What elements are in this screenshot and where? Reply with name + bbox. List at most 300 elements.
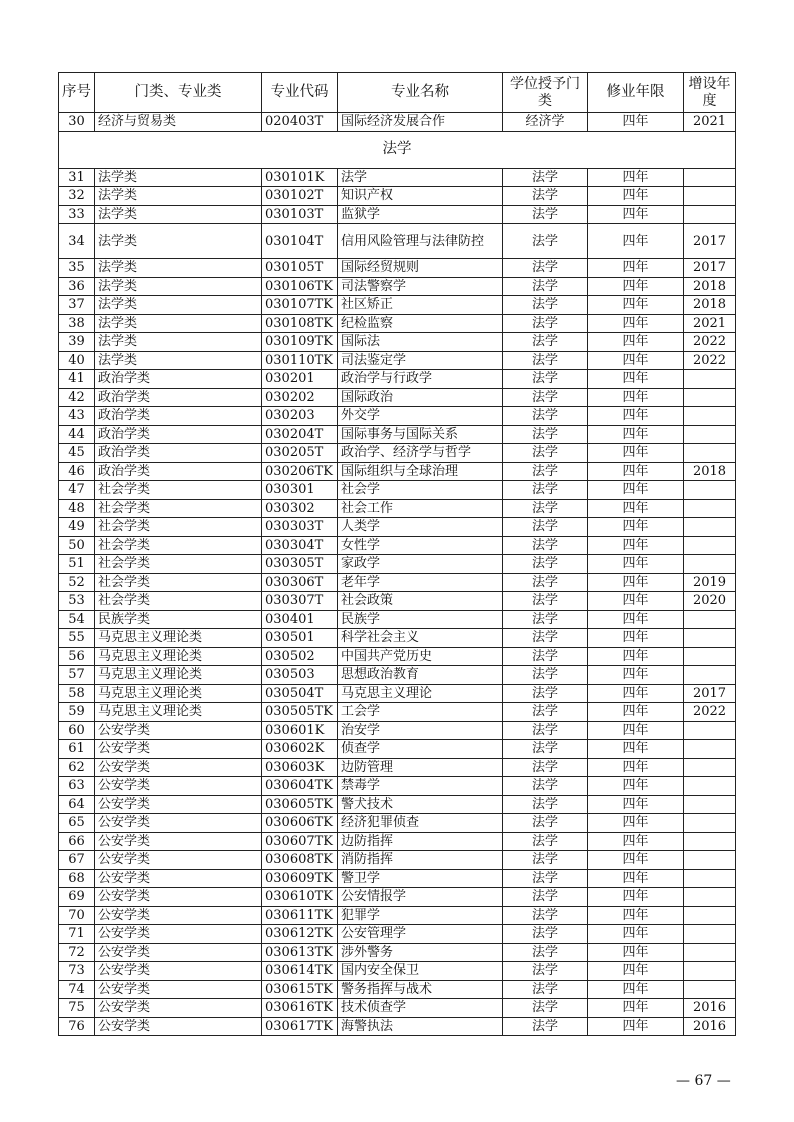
table-row xyxy=(59,205,736,224)
cell-name: 监狱学 xyxy=(338,205,503,224)
cell-degree: 法学 xyxy=(503,407,588,426)
cell-years: 四年 xyxy=(588,499,684,518)
cell-added-year xyxy=(684,906,736,925)
cell-degree: 法学 xyxy=(503,425,588,444)
cell-code: 030302 xyxy=(262,499,338,518)
cell-name: 警务指挥与战术 xyxy=(338,980,503,999)
cell-no: 50 xyxy=(59,536,95,555)
cell-code: 030204T xyxy=(262,425,338,444)
cell-name: 消防指挥 xyxy=(338,851,503,870)
cell-name: 科学社会主义 xyxy=(338,629,503,648)
cell-degree: 法学 xyxy=(503,740,588,759)
cell-name: 治安学 xyxy=(338,721,503,740)
cell-category: 公安学类 xyxy=(95,758,262,777)
cell-no: 40 xyxy=(59,351,95,370)
cell-years: 四年 xyxy=(588,1017,684,1036)
header-no: 序号 xyxy=(59,73,95,113)
cell-code: 030614TK xyxy=(262,962,338,981)
cell-no: 58 xyxy=(59,684,95,703)
cell-category: 公安学类 xyxy=(95,943,262,962)
cell-name: 司法鉴定学 xyxy=(338,351,503,370)
cell-years: 四年 xyxy=(588,795,684,814)
cell-code: 030505TK xyxy=(262,703,338,722)
cell-category: 法学类 xyxy=(95,351,262,370)
cell-code: 030106TK xyxy=(262,277,338,296)
cell-no: 31 xyxy=(59,168,95,187)
cell-category: 公安学类 xyxy=(95,721,262,740)
table-row xyxy=(59,536,736,555)
cell-name: 工会学 xyxy=(338,703,503,722)
page-number: — 67 — xyxy=(676,1073,731,1089)
cell-added-year xyxy=(684,168,736,187)
section-title: 法学 xyxy=(59,131,736,168)
table-row xyxy=(59,684,736,703)
table-row xyxy=(59,629,736,648)
cell-name: 思想政治教育 xyxy=(338,666,503,685)
table-row xyxy=(59,999,736,1018)
cell-name: 侦查学 xyxy=(338,740,503,759)
table-row xyxy=(59,814,736,833)
cell-no: 63 xyxy=(59,777,95,796)
cell-code: 030109TK xyxy=(262,333,338,352)
cell-category: 政治学类 xyxy=(95,388,262,407)
table-row xyxy=(59,703,736,722)
cell-no: 69 xyxy=(59,888,95,907)
cell-category: 经济与贸易类 xyxy=(95,113,262,132)
table-row xyxy=(59,296,736,315)
cell-added-year xyxy=(684,610,736,629)
table-row xyxy=(59,425,736,444)
cell-category: 公安学类 xyxy=(95,962,262,981)
cell-category: 公安学类 xyxy=(95,906,262,925)
cell-category: 马克思主义理论类 xyxy=(95,666,262,685)
table-row xyxy=(59,925,736,944)
cell-code: 030206TK xyxy=(262,462,338,481)
table-row xyxy=(59,314,736,333)
table-row xyxy=(59,224,736,259)
cell-no: 59 xyxy=(59,703,95,722)
cell-code: 030305T xyxy=(262,555,338,574)
cell-code: 030202 xyxy=(262,388,338,407)
cell-years: 四年 xyxy=(588,684,684,703)
cell-years: 四年 xyxy=(588,113,684,132)
cell-added-year: 2021 xyxy=(684,314,736,333)
cell-no: 67 xyxy=(59,851,95,870)
cell-degree: 法学 xyxy=(503,962,588,981)
cell-name: 马克思主义理论 xyxy=(338,684,503,703)
cell-category: 法学类 xyxy=(95,187,262,206)
cell-name: 女性学 xyxy=(338,536,503,555)
cell-no: 47 xyxy=(59,481,95,500)
cell-name: 中国共产党历史 xyxy=(338,647,503,666)
cell-added-year xyxy=(684,962,736,981)
cell-degree: 法学 xyxy=(503,832,588,851)
cell-no: 62 xyxy=(59,758,95,777)
table-row xyxy=(59,592,736,611)
cell-category: 社会学类 xyxy=(95,592,262,611)
table-row xyxy=(59,518,736,537)
cell-added-year: 2018 xyxy=(684,277,736,296)
table-row xyxy=(59,407,736,426)
table-row xyxy=(59,851,736,870)
cell-added-year: 2018 xyxy=(684,296,736,315)
cell-no: 53 xyxy=(59,592,95,611)
cell-name: 国内安全保卫 xyxy=(338,962,503,981)
cell-degree: 法学 xyxy=(503,259,588,278)
cell-name: 国际经贸规则 xyxy=(338,259,503,278)
cell-name: 国际事务与国际关系 xyxy=(338,425,503,444)
table-row xyxy=(59,888,736,907)
cell-name: 国际法 xyxy=(338,333,503,352)
cell-category: 政治学类 xyxy=(95,425,262,444)
cell-no: 64 xyxy=(59,795,95,814)
cell-degree: 法学 xyxy=(503,481,588,500)
cell-no: 33 xyxy=(59,205,95,224)
cell-degree: 法学 xyxy=(503,277,588,296)
cell-code: 030110TK xyxy=(262,351,338,370)
section-row xyxy=(59,131,736,168)
cell-degree: 法学 xyxy=(503,536,588,555)
cell-years: 四年 xyxy=(588,814,684,833)
cell-category: 公安学类 xyxy=(95,777,262,796)
table-row xyxy=(59,906,736,925)
cell-degree: 法学 xyxy=(503,777,588,796)
cell-added-year xyxy=(684,629,736,648)
cell-no: 71 xyxy=(59,925,95,944)
cell-degree: 法学 xyxy=(503,758,588,777)
table-row xyxy=(59,943,736,962)
cell-years: 四年 xyxy=(588,407,684,426)
cell-years: 四年 xyxy=(588,296,684,315)
cell-degree: 法学 xyxy=(503,518,588,537)
cell-years: 四年 xyxy=(588,869,684,888)
cell-added-year xyxy=(684,980,736,999)
cell-category: 政治学类 xyxy=(95,370,262,389)
cell-code: 030205T xyxy=(262,444,338,463)
cell-degree: 法学 xyxy=(503,187,588,206)
cell-years: 四年 xyxy=(588,758,684,777)
cell-degree: 法学 xyxy=(503,925,588,944)
cell-degree: 法学 xyxy=(503,444,588,463)
cell-code: 030606TK xyxy=(262,814,338,833)
cell-category: 公安学类 xyxy=(95,851,262,870)
cell-code: 030301 xyxy=(262,481,338,500)
cell-name: 社会政策 xyxy=(338,592,503,611)
header-row xyxy=(59,73,736,113)
cell-years: 四年 xyxy=(588,518,684,537)
cell-no: 75 xyxy=(59,999,95,1018)
cell-years: 四年 xyxy=(588,740,684,759)
cell-name: 知识产权 xyxy=(338,187,503,206)
cell-no: 42 xyxy=(59,388,95,407)
cell-code: 030605TK xyxy=(262,795,338,814)
cell-code: 030101K xyxy=(262,168,338,187)
cell-degree: 法学 xyxy=(503,666,588,685)
cell-name: 犯罪学 xyxy=(338,906,503,925)
cell-added-year: 2017 xyxy=(684,684,736,703)
cell-years: 四年 xyxy=(588,333,684,352)
cell-years: 四年 xyxy=(588,721,684,740)
cell-no: 51 xyxy=(59,555,95,574)
cell-code: 030608TK xyxy=(262,851,338,870)
cell-no: 44 xyxy=(59,425,95,444)
cell-years: 四年 xyxy=(588,314,684,333)
cell-code: 030603K xyxy=(262,758,338,777)
table-row xyxy=(59,259,736,278)
cell-years: 四年 xyxy=(588,425,684,444)
cell-name: 经济犯罪侦查 xyxy=(338,814,503,833)
cell-added-year xyxy=(684,205,736,224)
cell-added-year xyxy=(684,647,736,666)
cell-degree: 法学 xyxy=(503,980,588,999)
cell-years: 四年 xyxy=(588,481,684,500)
cell-no: 30 xyxy=(59,113,95,132)
cell-category: 公安学类 xyxy=(95,832,262,851)
cell-code: 030617TK xyxy=(262,1017,338,1036)
cell-name: 老年学 xyxy=(338,573,503,592)
cell-code: 030503 xyxy=(262,666,338,685)
header-code: 专业代码 xyxy=(262,73,338,113)
cell-no: 46 xyxy=(59,462,95,481)
cell-name: 社会工作 xyxy=(338,499,503,518)
cell-name: 政治学与行政学 xyxy=(338,370,503,389)
cell-category: 马克思主义理论类 xyxy=(95,647,262,666)
cell-no: 32 xyxy=(59,187,95,206)
cell-code: 030607TK xyxy=(262,832,338,851)
cell-degree: 法学 xyxy=(503,370,588,389)
cell-degree: 法学 xyxy=(503,721,588,740)
cell-category: 公安学类 xyxy=(95,814,262,833)
cell-no: 35 xyxy=(59,259,95,278)
table-row xyxy=(59,444,736,463)
cell-years: 四年 xyxy=(588,980,684,999)
cell-years: 四年 xyxy=(588,777,684,796)
cell-years: 四年 xyxy=(588,629,684,648)
cell-years: 四年 xyxy=(588,906,684,925)
cell-name: 海警执法 xyxy=(338,1017,503,1036)
cell-years: 四年 xyxy=(588,592,684,611)
cell-added-year xyxy=(684,869,736,888)
cell-added-year: 2016 xyxy=(684,999,736,1018)
cell-name: 法学 xyxy=(338,168,503,187)
cell-added-year xyxy=(684,536,736,555)
cell-category: 政治学类 xyxy=(95,444,262,463)
cell-degree: 法学 xyxy=(503,814,588,833)
cell-years: 四年 xyxy=(588,943,684,962)
table-row xyxy=(59,980,736,999)
cell-code: 030108TK xyxy=(262,314,338,333)
cell-code: 030612TK xyxy=(262,925,338,944)
cell-degree: 法学 xyxy=(503,703,588,722)
cell-category: 法学类 xyxy=(95,259,262,278)
cell-years: 四年 xyxy=(588,962,684,981)
table-row xyxy=(59,777,736,796)
cell-code: 030307T xyxy=(262,592,338,611)
table-row xyxy=(59,1017,736,1036)
cell-no: 41 xyxy=(59,370,95,389)
cell-degree: 法学 xyxy=(503,168,588,187)
cell-no: 37 xyxy=(59,296,95,315)
cell-no: 52 xyxy=(59,573,95,592)
table-row xyxy=(59,610,736,629)
cell-added-year xyxy=(684,481,736,500)
cell-code: 030609TK xyxy=(262,869,338,888)
cell-degree: 法学 xyxy=(503,333,588,352)
table-row xyxy=(59,573,736,592)
table-row xyxy=(59,462,736,481)
cell-no: 54 xyxy=(59,610,95,629)
cell-name: 社会学 xyxy=(338,481,503,500)
cell-added-year xyxy=(684,925,736,944)
cell-code: 030602K xyxy=(262,740,338,759)
cell-code: 030201 xyxy=(262,370,338,389)
cell-years: 四年 xyxy=(588,370,684,389)
cell-degree: 法学 xyxy=(503,296,588,315)
cell-years: 四年 xyxy=(588,888,684,907)
cell-years: 四年 xyxy=(588,647,684,666)
cell-code: 030616TK xyxy=(262,999,338,1018)
cell-code: 030304T xyxy=(262,536,338,555)
table-row xyxy=(59,740,736,759)
cell-no: 55 xyxy=(59,629,95,648)
cell-years: 四年 xyxy=(588,388,684,407)
cell-added-year xyxy=(684,444,736,463)
cell-added-year xyxy=(684,888,736,907)
cell-added-year xyxy=(684,943,736,962)
cell-years: 四年 xyxy=(588,536,684,555)
cell-category: 社会学类 xyxy=(95,481,262,500)
cell-degree: 法学 xyxy=(503,205,588,224)
cell-added-year: 2020 xyxy=(684,592,736,611)
cell-no: 49 xyxy=(59,518,95,537)
cell-no: 60 xyxy=(59,721,95,740)
cell-degree: 法学 xyxy=(503,851,588,870)
table-row xyxy=(59,168,736,187)
cell-added-year xyxy=(684,758,736,777)
cell-added-year: 2019 xyxy=(684,573,736,592)
cell-category: 社会学类 xyxy=(95,536,262,555)
cell-added-year xyxy=(684,518,736,537)
header-degree: 学位授予门类 xyxy=(503,73,588,113)
cell-no: 74 xyxy=(59,980,95,999)
cell-degree: 法学 xyxy=(503,795,588,814)
cell-no: 66 xyxy=(59,832,95,851)
table-row xyxy=(59,351,736,370)
cell-years: 四年 xyxy=(588,224,684,259)
cell-name: 民族学 xyxy=(338,610,503,629)
cell-name: 警犬技术 xyxy=(338,795,503,814)
cell-added-year xyxy=(684,666,736,685)
cell-no: 45 xyxy=(59,444,95,463)
cell-category: 民族学类 xyxy=(95,610,262,629)
header-years: 修业年限 xyxy=(588,73,684,113)
cell-years: 四年 xyxy=(588,999,684,1018)
cell-code: 030615TK xyxy=(262,980,338,999)
cell-years: 四年 xyxy=(588,259,684,278)
cell-category: 公安学类 xyxy=(95,980,262,999)
cell-added-year xyxy=(684,814,736,833)
cell-degree: 法学 xyxy=(503,555,588,574)
cell-degree: 法学 xyxy=(503,629,588,648)
header-added-year: 增设年度 xyxy=(684,73,736,113)
cell-name: 国际经济发展合作 xyxy=(338,113,503,132)
cell-name: 公安管理学 xyxy=(338,925,503,944)
table-row xyxy=(59,869,736,888)
cell-no: 38 xyxy=(59,314,95,333)
cell-category: 法学类 xyxy=(95,224,262,259)
cell-name: 家政学 xyxy=(338,555,503,574)
cell-name: 社区矫正 xyxy=(338,296,503,315)
cell-degree: 法学 xyxy=(503,610,588,629)
table-row xyxy=(59,832,736,851)
cell-degree: 法学 xyxy=(503,499,588,518)
cell-no: 57 xyxy=(59,666,95,685)
table-row xyxy=(59,113,736,132)
cell-name: 政治学、经济学与哲学 xyxy=(338,444,503,463)
cell-code: 030401 xyxy=(262,610,338,629)
cell-degree: 法学 xyxy=(503,1017,588,1036)
cell-category: 公安学类 xyxy=(95,999,262,1018)
cell-years: 四年 xyxy=(588,555,684,574)
table-row xyxy=(59,499,736,518)
cell-category: 法学类 xyxy=(95,168,262,187)
cell-code: 030105T xyxy=(262,259,338,278)
cell-code: 030107TK xyxy=(262,296,338,315)
cell-degree: 法学 xyxy=(503,573,588,592)
cell-years: 四年 xyxy=(588,851,684,870)
cell-added-year xyxy=(684,187,736,206)
cell-years: 四年 xyxy=(588,462,684,481)
cell-name: 司法警察学 xyxy=(338,277,503,296)
cell-added-year xyxy=(684,370,736,389)
cell-degree: 法学 xyxy=(503,647,588,666)
cell-no: 48 xyxy=(59,499,95,518)
cell-added-year: 2017 xyxy=(684,259,736,278)
cell-degree: 法学 xyxy=(503,592,588,611)
cell-no: 36 xyxy=(59,277,95,296)
cell-added-year xyxy=(684,425,736,444)
cell-years: 四年 xyxy=(588,832,684,851)
cell-no: 76 xyxy=(59,1017,95,1036)
cell-category: 法学类 xyxy=(95,296,262,315)
cell-degree: 法学 xyxy=(503,888,588,907)
cell-name: 警卫学 xyxy=(338,869,503,888)
cell-category: 公安学类 xyxy=(95,740,262,759)
cell-category: 公安学类 xyxy=(95,795,262,814)
cell-added-year xyxy=(684,721,736,740)
cell-added-year xyxy=(684,388,736,407)
cell-added-year xyxy=(684,795,736,814)
cell-name: 国际政治 xyxy=(338,388,503,407)
cell-code: 030604TK xyxy=(262,777,338,796)
cell-no: 73 xyxy=(59,962,95,981)
table-row xyxy=(59,481,736,500)
cell-added-year: 2016 xyxy=(684,1017,736,1036)
cell-name: 纪检监察 xyxy=(338,314,503,333)
cell-years: 四年 xyxy=(588,573,684,592)
cell-no: 56 xyxy=(59,647,95,666)
table-row xyxy=(59,370,736,389)
table-row xyxy=(59,647,736,666)
cell-added-year: 2018 xyxy=(684,462,736,481)
cell-degree: 法学 xyxy=(503,314,588,333)
header-category: 门类、专业类 xyxy=(95,73,262,113)
cell-code: 030203 xyxy=(262,407,338,426)
cell-degree: 经济学 xyxy=(503,113,588,132)
cell-degree: 法学 xyxy=(503,224,588,259)
cell-degree: 法学 xyxy=(503,684,588,703)
cell-name: 公安情报学 xyxy=(338,888,503,907)
